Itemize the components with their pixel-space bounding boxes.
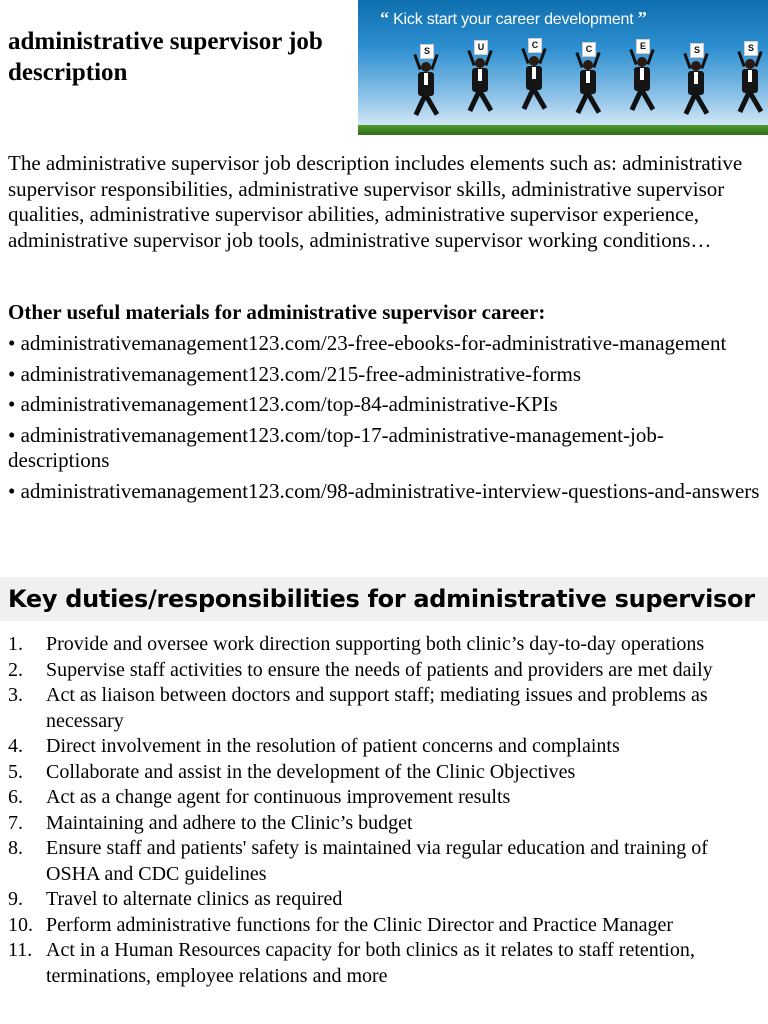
banner-quote-text: Kick start your career development (393, 11, 634, 28)
duty-text: Act in a Human Resources capacity for both clinics as it relates to staff retention, terminations, employee relations and more (46, 939, 695, 987)
duty-text: Travel to alternate clinics as required (46, 888, 343, 910)
duties-heading-band (0, 577, 768, 621)
duty-text: Collaborate and assist in the development of the Clinic Objectives (46, 760, 576, 783)
letter-sign: E (636, 39, 650, 54)
duties-list (8, 632, 760, 989)
material-link-job-descriptions[interactable]: • administrativemanagement123.com/top-17-administrative-management-job-descriptions (8, 422, 664, 472)
letter-sign: U (474, 40, 488, 55)
banner-quote: “ Kick start your career development ” (380, 8, 647, 28)
duty-text: Maintaining and adhere to the Clinic’s budget (46, 811, 413, 834)
duty-item (8, 632, 760, 658)
material-link-forms[interactable]: • administrativemanagement123.com/215-free-administrative-forms (8, 361, 581, 386)
material-link-interview-questions[interactable]: • administrativemanagement123.com/98-administrative-interview-questions-and-answers (8, 478, 760, 503)
letter-sign: C (582, 42, 596, 57)
material-link-ebooks[interactable]: • administrativemanagement123.com/23-free-ebooks-for-administrative-management (8, 331, 727, 355)
duty-item (8, 887, 760, 913)
grass-strip (358, 125, 768, 135)
duty-number: 3. (8, 684, 23, 706)
materials-link-list (8, 331, 760, 509)
materials-heading: Other useful materials for administrative supervisor career: (8, 300, 546, 324)
duty-item (8, 760, 760, 786)
letter-sign: S (420, 44, 434, 59)
jumping-person (676, 43, 716, 123)
letter-sign: C (528, 38, 542, 53)
duty-number: 1. (8, 633, 23, 655)
duty-number: 6. (8, 786, 23, 808)
jumping-person (622, 39, 662, 119)
duty-number: 5. (8, 760, 23, 783)
jumping-person (406, 44, 446, 124)
duty-number: 10. (8, 913, 33, 936)
duty-item (8, 913, 760, 939)
duty-item (8, 938, 760, 989)
duty-item (8, 734, 760, 760)
duty-item (8, 836, 760, 887)
duty-text: Supervise staff activities to ensure the needs of patients and providers are met daily (46, 658, 713, 681)
duty-number: 7. (8, 811, 23, 834)
duty-number: 2. (8, 658, 23, 681)
duty-text: Act as a change agent for continuous improvement results (46, 786, 511, 808)
document-title: administrative supervisor job description (8, 28, 323, 86)
letter-sign: S (690, 43, 704, 58)
duty-number: 9. (8, 888, 23, 910)
duty-text: Provide and oversee work direction supporting both clinic’s day-to-day operations (46, 633, 705, 655)
intro-paragraph: The administrative supervisor job description includes elements such as: administrative supervisor responsibilities, administrative supervisor skills, administrative supervisor qualities, administrative supervisor abilities, administrative supervisor experience, administrative supervisor job tools, administrative supervisor working conditions… (8, 151, 743, 252)
letter-sign: S (744, 41, 758, 56)
duty-text: Direct involvement in the resolution of patient concerns and complaints (46, 735, 620, 757)
duty-text: Act as liaison between doctors and support staff; mediating issues and problems as necessary (46, 684, 708, 732)
duty-number: 4. (8, 735, 23, 757)
material-link-kpis[interactable]: • administrativemanagement123.com/top-84-administrative-KPIs (8, 392, 558, 416)
duties-heading: Key duties/responsibilities for administrative supervisor (8, 585, 755, 613)
duty-text: Ensure staff and patients' safety is maintained via regular education and training of OSHA and CDC guidelines (46, 837, 708, 885)
duty-number: 11. (8, 939, 33, 961)
duty-number: 8. (8, 837, 23, 859)
jumping-person (568, 42, 608, 122)
duty-item (8, 683, 760, 734)
duty-text: Perform administrative functions for the Clinic Director and Practice Manager (46, 913, 674, 936)
duty-item (8, 785, 760, 811)
duty-item (8, 658, 760, 684)
duty-item (8, 811, 760, 837)
jumping-person (460, 40, 500, 120)
jumping-person (514, 38, 554, 118)
career-banner-image (358, 0, 768, 135)
jumping-person (730, 41, 768, 121)
